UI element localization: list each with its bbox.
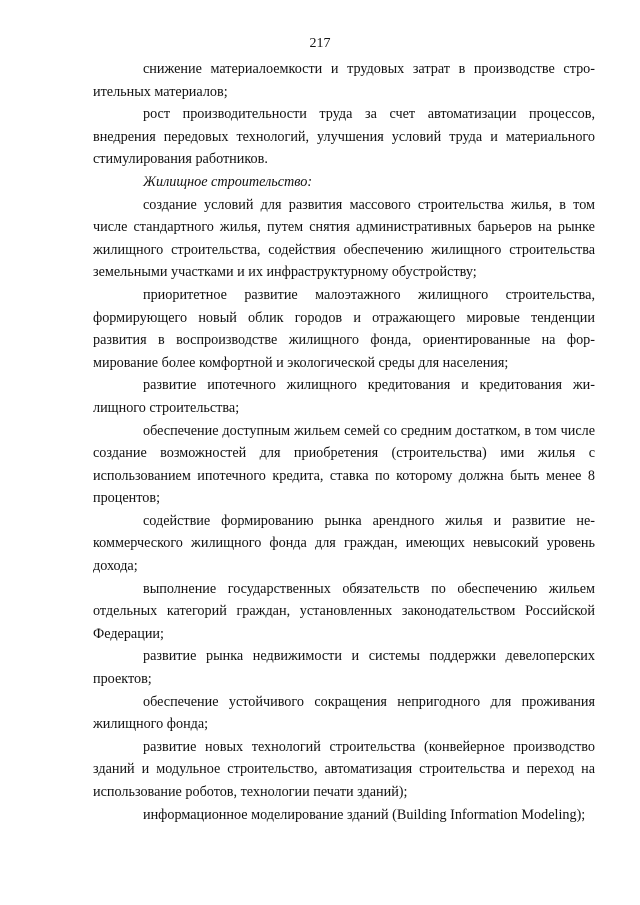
paragraph-bim: информационное моделирование зданий (Building Information Modeling); — [143, 806, 586, 823]
paragraph-mass-housing: создание условий для развития массового строительства жилья, в том числе стандартного жилья, путем снятия административных барьеров на рынке жилищного строительства, содействия обеспечению жилищного строительства земельными участками и их инфраструктурному обустройству; — [93, 196, 595, 281]
paragraph-affordable-housing: обеспечение доступным жильем семей со средним достатком, в том числе создание возможностей для приобретения (строительства) ими жилья с использованием ипотечного кредита, ставка по которому должна быть менее 8 процентов; — [93, 422, 595, 507]
paragraph-mortgage-lending: развитие ипотечного жилищного кредитования и кредитования жилищного строительства; — [93, 377, 595, 416]
paragraph-rental-housing: содействие формированию рынка арендного жилья и развитие некоммерческого жилищного фонда для граждан, имеющих невысокий уровень дохода; — [93, 512, 595, 575]
page-number: 217 — [309, 36, 331, 51]
paragraph-real-estate-market: развитие рынка недвижимости и системы поддержки девелоперских проектов; — [93, 648, 595, 688]
section-heading-housing: Жилищное строительство: — [143, 173, 313, 190]
paragraph-labor-productivity: рост производительности труда за счет автоматизации процессов, внедрения передовых технологий, улучшения условий труда и материального стимулирования работников. — [93, 106, 595, 168]
paragraph-material-costs: снижение материалоемкости и трудовых затрат в производстве строительных материалов; — [93, 61, 595, 100]
paragraph-state-obligations: выполнение государственных обязательств по обеспечению жильем отдельных категорий граждан, установленных законодательством Российской Федерации; — [93, 580, 595, 642]
paragraph-unfit-housing: обеспечение устойчивого сокращения непригодного для проживания жилищного фонда; — [93, 693, 595, 733]
paragraph-new-technologies: развитие новых технологий строительства (конвейерное производство зданий и модульное строительство, автоматизация строительства и переход на использование роботов, технологии печати зданий); — [93, 738, 595, 800]
document-body — [93, 58, 595, 826]
paragraph-low-rise-housing: приоритетное развитие малоэтажного жилищного строительства, формирующего новый облик городов и отражающего мировые тенденции развития в воспроизводстве жилищного фонда, ориентированные на формирование более комфортной и экологической среды для населения; — [93, 286, 595, 371]
